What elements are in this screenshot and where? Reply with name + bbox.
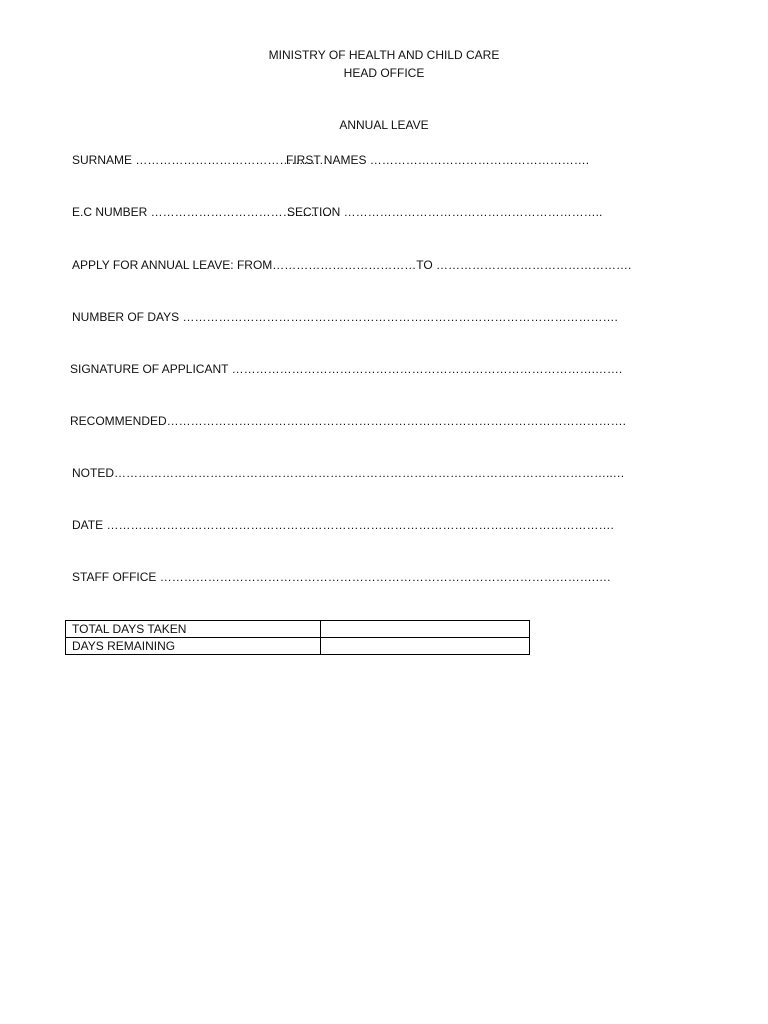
ec-number-field: E.C NUMBER ……………………………………… — [72, 205, 331, 219]
table-row — [66, 638, 530, 655]
total-days-taken-label: TOTAL DAYS TAKEN — [66, 621, 321, 638]
staff-office-field: STAFF OFFICE ……………………………………………………………………………………………….…. — [72, 570, 611, 584]
number-of-days-field: NUMBER OF DAYS ………………………………………………………………………………………………. — [72, 310, 618, 324]
noted-field: NOTED……………………………………………………………………………………………………………..… — [72, 466, 625, 480]
date-field: DATE ………………………………………………………………………………………………………………. — [72, 518, 614, 532]
first-names-field: FIRST NAMES ………………………………………………. — [286, 153, 590, 167]
days-remaining-label: DAYS REMAINING — [66, 638, 321, 655]
table-row — [66, 621, 530, 638]
section-field: SECTION ……………………………………………………….. — [287, 205, 603, 219]
days-remaining-value — [321, 638, 530, 655]
recommended-field: RECOMMENDED……………………………………………………………………………………………………. — [70, 414, 627, 428]
signature-of-applicant-field: SIGNATURE OF APPLICANT ……………………………………………………………………………….……. — [70, 362, 623, 376]
office-heading: HEAD OFFICE — [343, 66, 425, 80]
leave-summary-table — [65, 620, 530, 655]
apply-leave-dates-field: APPLY FOR ANNUAL LEAVE: FROM………………………………TO …………………………………………. — [72, 258, 632, 272]
form-title: ANNUAL LEAVE — [339, 118, 429, 132]
total-days-taken-value — [321, 621, 530, 638]
surname-field: SURNAME ………………………………………… — [72, 153, 328, 167]
ministry-heading: MINISTRY OF HEALTH AND CHILD CARE — [268, 48, 500, 62]
